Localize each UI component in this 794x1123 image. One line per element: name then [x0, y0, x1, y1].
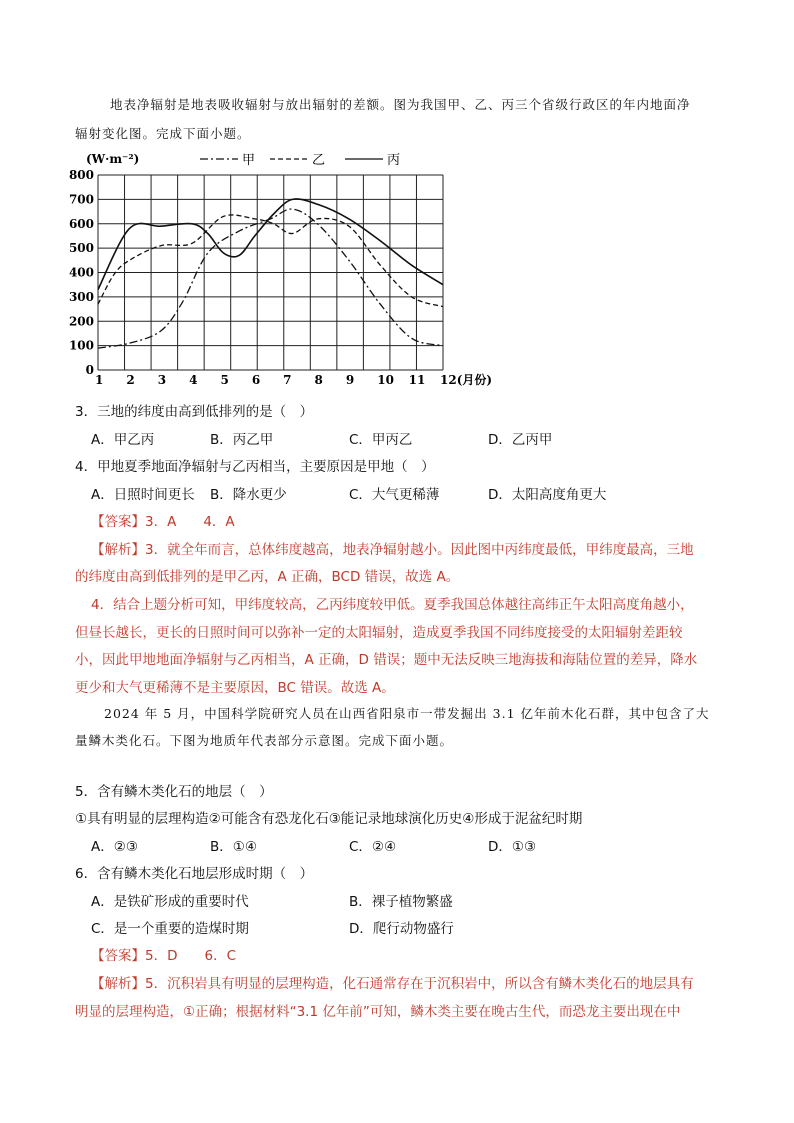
- question-3-stem: 3．三地的纬度由高到低排列的是（ ）: [75, 404, 314, 420]
- x-tick-label: 3: [157, 373, 167, 387]
- question-6-option-b[interactable]: B．裸子植物繁盛: [349, 894, 453, 910]
- legend-label-丙: 丙: [387, 153, 401, 168]
- y-tick-label: 500: [68, 241, 94, 256]
- question-5-option-d[interactable]: D．①③: [488, 839, 537, 855]
- question-4-option-c[interactable]: C．大气更稀薄: [349, 487, 440, 503]
- analysis-text: 5．沉积岩具有明显的层理构造，化石通常存在于沉积岩中，所以含有鳞木类化石的地层具有: [145, 976, 694, 992]
- question-5-option-c[interactable]: C．②④: [349, 839, 397, 855]
- x-tick-label: 4: [189, 373, 198, 387]
- analysis-text: 3．就全年而言，总体纬度越高，地表净辐射越小。因此图中丙纬度最低，甲纬度最高，三地: [145, 542, 694, 558]
- y-tick-label: 600: [68, 216, 94, 231]
- question-5-statements: ①具有明显的层理构造②可能含有恐龙化石③能记录地球演化历史④形成于泥盆纪时期: [75, 811, 583, 827]
- x-tick-label: 1: [95, 373, 104, 387]
- question-6-option-c[interactable]: C．是一个重要的造煤时期: [91, 921, 249, 937]
- question-3-option-a[interactable]: A．甲乙丙: [91, 432, 155, 448]
- analysis-2-line-2: 明显的层理构造，①正确；根据材料“3.1 亿年前”可知，鳞木类主要在晚古生代，而恐龙主要出现在中: [75, 1004, 681, 1020]
- x-tick-label: 2: [126, 373, 135, 387]
- x-tick-label: 12(月份): [440, 373, 493, 387]
- analysis-1-line-1: [91, 538, 794, 558]
- y-tick-label: 0: [85, 363, 94, 377]
- answer-text: 3．A 4．A: [145, 514, 235, 530]
- question-6-option-d[interactable]: D．爬行动物盛行: [349, 921, 454, 937]
- intro-1-line-2: 辐射变化图。完成下面小题。: [75, 126, 251, 141]
- question-4-stem: 4．甲地夏季地面净辐射与乙丙相当，主要原因是甲地（ ）: [75, 459, 435, 475]
- question-3-option-d[interactable]: D．乙丙甲: [488, 432, 553, 448]
- question-3-option-c[interactable]: C．甲丙乙: [349, 432, 413, 448]
- y-axis-ticks: [69, 168, 94, 377]
- question-6-stem: 6．含有鳞木类化石地层形成时期（ ）: [75, 866, 314, 882]
- question-4-option-d[interactable]: D．太阳高度角更大: [488, 487, 607, 503]
- series-line-甲: [98, 209, 443, 348]
- x-tick-label: 7: [283, 373, 292, 387]
- x-tick-label: 10: [377, 373, 394, 387]
- question-4-option-b[interactable]: B．降水更少: [210, 487, 287, 503]
- answer-text: 5．D 6．C: [145, 948, 236, 964]
- analysis-tag: 【解析】: [91, 542, 145, 558]
- chart-grid: [98, 175, 443, 370]
- analysis-1-line-4: 但昼长越长，更长的日照时间可以弥补一定的太阳辐射，造成夏季我国不同纬度接受的太阳辐射差距较: [75, 625, 683, 641]
- question-5-stem: 5．含有鳞木类化石的地层（ ）: [75, 784, 273, 800]
- question-6-option-a[interactable]: A．是铁矿形成的重要时代: [91, 894, 249, 910]
- analysis-1-line-3: 4．结合上题分析可知，甲纬度较高，乙丙纬度较甲低。夏季我国总体越往高纬正午太阳高度角越小，: [91, 597, 694, 613]
- x-tick-label: 11: [408, 373, 426, 387]
- legend-label-甲: 甲: [242, 153, 256, 168]
- analysis-1-line-2: 的纬度由高到低排列的是甲乙丙，A 正确，BCD 错误，故选 A。: [75, 569, 460, 585]
- x-axis-ticks: [95, 372, 492, 387]
- x-tick-label: 6: [251, 373, 261, 387]
- analysis-1-line-6: 更少和大气更稀薄不是主要原因，BC 错误。故选 A。: [75, 680, 395, 696]
- y-tick-label: 300: [68, 289, 94, 304]
- chart-series: [98, 199, 443, 348]
- question-5-option-b[interactable]: B．①④: [210, 839, 257, 855]
- x-tick-label: 9: [345, 373, 355, 387]
- question-5-option-a[interactable]: A．②③: [91, 839, 138, 855]
- x-tick-label: 8: [314, 373, 323, 387]
- answer-block-2: [91, 944, 794, 964]
- answer-tag: 【答案】: [91, 514, 145, 530]
- x-tick-label: 5: [220, 373, 229, 387]
- analysis-tag: 【解析】: [91, 976, 145, 992]
- series-line-丙: [98, 199, 443, 290]
- analysis-1-line-5: 小，因此甲地地面净辐射与乙丙相当，A 正确，D 错误；题中无法反映三地海拔和海陆位置的差异，降水: [75, 652, 698, 668]
- y-tick-label: 400: [68, 265, 94, 280]
- y-tick-label: 800: [68, 168, 94, 182]
- analysis-2-line-1: [91, 972, 794, 992]
- intro-2-line-1: 2024 年 5 月，中国科学院研究人员在山西省阳泉市一带发掘出 3.1 亿年前木化石群，其中包含了大: [104, 706, 710, 721]
- question-3-option-b[interactable]: B．丙乙甲: [210, 432, 274, 448]
- question-4-option-a[interactable]: A．日照时间更长: [91, 487, 195, 503]
- y-tick-label: 200: [68, 314, 94, 329]
- chart-legend: [200, 153, 400, 168]
- y-tick-label: 100: [68, 338, 94, 353]
- y-tick-label: 700: [68, 192, 94, 207]
- intro-2-line-2: 量鳞木类化石。下图为地质年代表部分示意图。完成下面小题。: [75, 733, 454, 748]
- legend-label-乙: 乙: [312, 153, 326, 168]
- net-radiation-chart: [0, 145, 794, 390]
- answer-block-1: [91, 510, 794, 530]
- answer-tag: 【答案】: [91, 948, 145, 964]
- series-line-乙: [98, 215, 443, 307]
- intro-1-line-1: 地表净辐射是地表吸收辐射与放出辐射的差额。图为我国甲、乙、丙三个省级行政区的年内地面净: [110, 97, 691, 112]
- y-axis-label: (W·m⁻²): [86, 152, 140, 166]
